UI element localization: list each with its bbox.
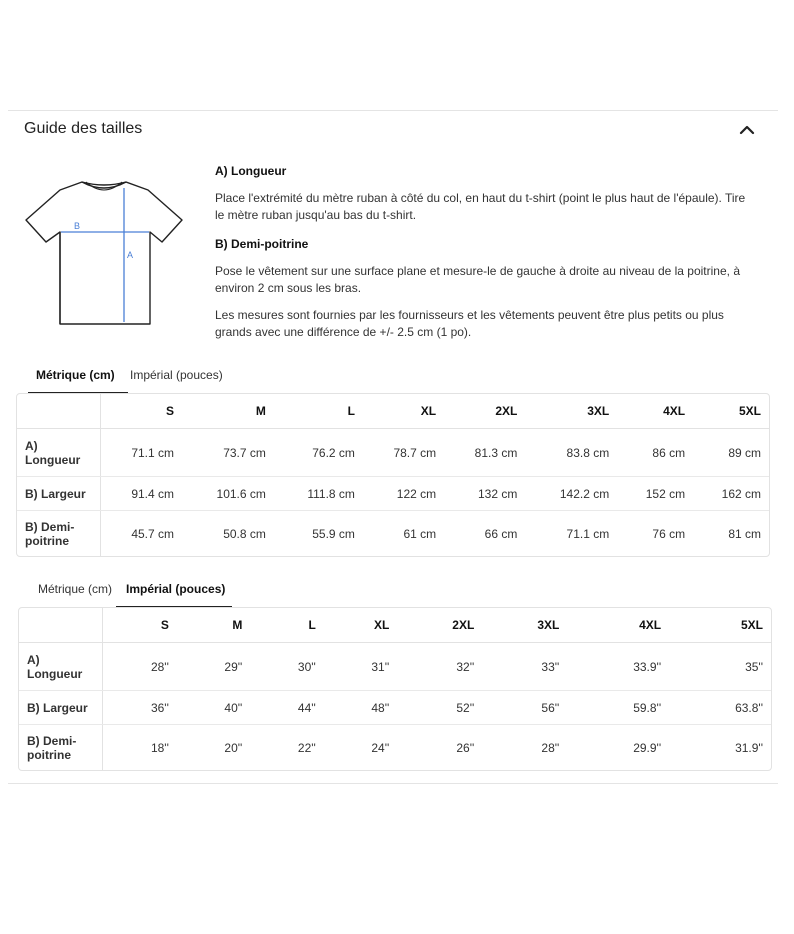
size-header: 2XL xyxy=(397,608,482,643)
size-header: 3XL xyxy=(482,608,567,643)
chest-heading: B) Demi-poitrine xyxy=(215,237,309,251)
table-cell: 89 cm xyxy=(693,429,769,477)
tab-imperial-label: Impérial (pouces) xyxy=(126,582,226,596)
tab-imperial-label: Impérial (pouces) xyxy=(130,368,223,382)
measurement-instructions xyxy=(215,160,760,350)
row-label: B) Largeur xyxy=(19,691,102,725)
table-cell: 29.9'' xyxy=(633,740,662,755)
tab-imperial[interactable] xyxy=(116,578,232,608)
table-cell: 29'' xyxy=(177,643,250,691)
size-header: S xyxy=(100,394,182,429)
size-header: XL xyxy=(363,394,444,429)
table-cell: 20'' xyxy=(224,740,243,755)
table-row xyxy=(19,725,771,771)
size-table-imperial xyxy=(18,607,772,771)
table-cell: 66 cm xyxy=(484,526,518,541)
table-header-row xyxy=(17,394,769,429)
size-header: M xyxy=(182,394,274,429)
size-header: 3XL xyxy=(525,394,617,429)
table-cell: 30'' xyxy=(250,643,323,691)
size-header: 4XL xyxy=(567,608,669,643)
table-cell: 71.1 cm xyxy=(100,429,182,477)
length-instructions: Place l'extrémité du mètre ruban à côté du col, en haut du t-shirt (point le plus haut de l'épaule). Tire le mètre ruban jusqu'au bas du t-shirt. xyxy=(215,191,746,222)
table-cell: 28'' xyxy=(102,643,177,691)
table-cell: 56'' xyxy=(482,691,567,725)
unit-tabs-metric xyxy=(28,364,278,394)
tshirt-diagram xyxy=(24,176,184,328)
table-cell: 59.8'' xyxy=(567,691,669,725)
table-cell: 162 cm xyxy=(693,477,769,511)
table-row xyxy=(19,643,771,691)
size-header: XL xyxy=(324,608,397,643)
size-header: 5XL xyxy=(693,394,769,429)
chevron-up-icon[interactable] xyxy=(738,122,756,136)
table-row xyxy=(17,511,769,557)
table-cell: 33.9'' xyxy=(567,643,669,691)
table-cell: 48'' xyxy=(324,691,397,725)
table-cell: 83.8 cm xyxy=(525,429,617,477)
tab-metric[interactable] xyxy=(28,364,128,394)
table-cell: 31.9'' xyxy=(735,740,763,755)
measurement-note: Les mesures sont fournies par les fournisseurs et les vêtements peuvent être plus petits ou plus grands avec une différence de +/- 2.5 cm (1 po). xyxy=(215,308,724,339)
tab-metric-label: Métrique (cm) xyxy=(38,582,113,596)
table-cell: 142.2 cm xyxy=(525,477,617,511)
row-label: B) Largeur xyxy=(17,477,100,511)
row-label: A) Longueur xyxy=(17,429,100,477)
table-row xyxy=(17,477,769,511)
length-heading: A) Longueur xyxy=(215,164,287,178)
table-cell: 18'' xyxy=(150,740,169,755)
table-cell: 36'' xyxy=(102,691,177,725)
table-cell: 26'' xyxy=(456,740,475,755)
chest-instructions: Pose le vêtement sur une surface plane et mesure-le de gauche à droite au niveau de la poitrine, à environ 2 cm sous les bras. xyxy=(215,264,740,295)
tab-metric-label: Métrique (cm) xyxy=(36,368,115,382)
table-cell: 81.3 cm xyxy=(444,429,525,477)
table-cell: 76 cm xyxy=(652,526,686,541)
table-cell: 86 cm xyxy=(617,429,693,477)
table-cell: 91.4 cm xyxy=(100,477,182,511)
measure-label-b: B xyxy=(74,221,81,231)
table-cell: 52'' xyxy=(397,691,482,725)
table-cell: 35'' xyxy=(669,643,771,691)
size-header: L xyxy=(274,394,363,429)
table-cell: 24'' xyxy=(371,740,390,755)
table-cell: 76.2 cm xyxy=(274,429,363,477)
table-cell: 132 cm xyxy=(444,477,525,511)
row-label: B) Demi- poitrine xyxy=(19,725,102,771)
table-cell: 122 cm xyxy=(363,477,444,511)
size-header: L xyxy=(250,608,323,643)
table-cell: 28'' xyxy=(541,740,560,755)
table-cell: 31'' xyxy=(324,643,397,691)
measure-label-a: A xyxy=(127,250,134,260)
size-header: M xyxy=(177,608,250,643)
table-row xyxy=(19,691,771,725)
table-cell: 71.1 cm xyxy=(566,526,610,541)
row-label: A) Longueur xyxy=(19,643,102,691)
table-cell: 81 cm xyxy=(728,526,761,541)
table-header-row xyxy=(19,608,771,643)
table-cell: 152 cm xyxy=(617,477,693,511)
table-cell: 111.8 cm xyxy=(274,477,363,511)
tab-metric[interactable] xyxy=(38,578,124,608)
table-cell: 63.8'' xyxy=(669,691,771,725)
table-cell: 32'' xyxy=(397,643,482,691)
table-cell: 73.7 cm xyxy=(182,429,274,477)
tab-imperial[interactable] xyxy=(130,364,240,394)
table-cell: 45.7 cm xyxy=(131,526,174,541)
table-cell: 55.9 cm xyxy=(312,526,355,541)
size-header: 2XL xyxy=(444,394,525,429)
section-title: Guide des tailles xyxy=(24,120,143,137)
table-cell: 78.7 cm xyxy=(363,429,444,477)
table-cell: 50.8 cm xyxy=(223,526,266,541)
table-cell: 40'' xyxy=(177,691,250,725)
size-header: 5XL xyxy=(669,608,771,643)
size-header: 4XL xyxy=(617,394,693,429)
unit-tabs-imperial xyxy=(28,578,278,608)
size-table-metric xyxy=(16,393,770,557)
table-cell: 33'' xyxy=(482,643,567,691)
table-cell: 44'' xyxy=(250,691,323,725)
bottom-divider xyxy=(8,783,778,784)
table-cell: 61 cm xyxy=(403,526,437,541)
table-cell: 101.6 cm xyxy=(182,477,274,511)
row-label: B) Demi- poitrine xyxy=(17,511,100,557)
table-cell: 22'' xyxy=(297,740,316,755)
top-divider xyxy=(8,110,778,111)
size-header: S xyxy=(102,608,177,643)
table-row xyxy=(17,429,769,477)
